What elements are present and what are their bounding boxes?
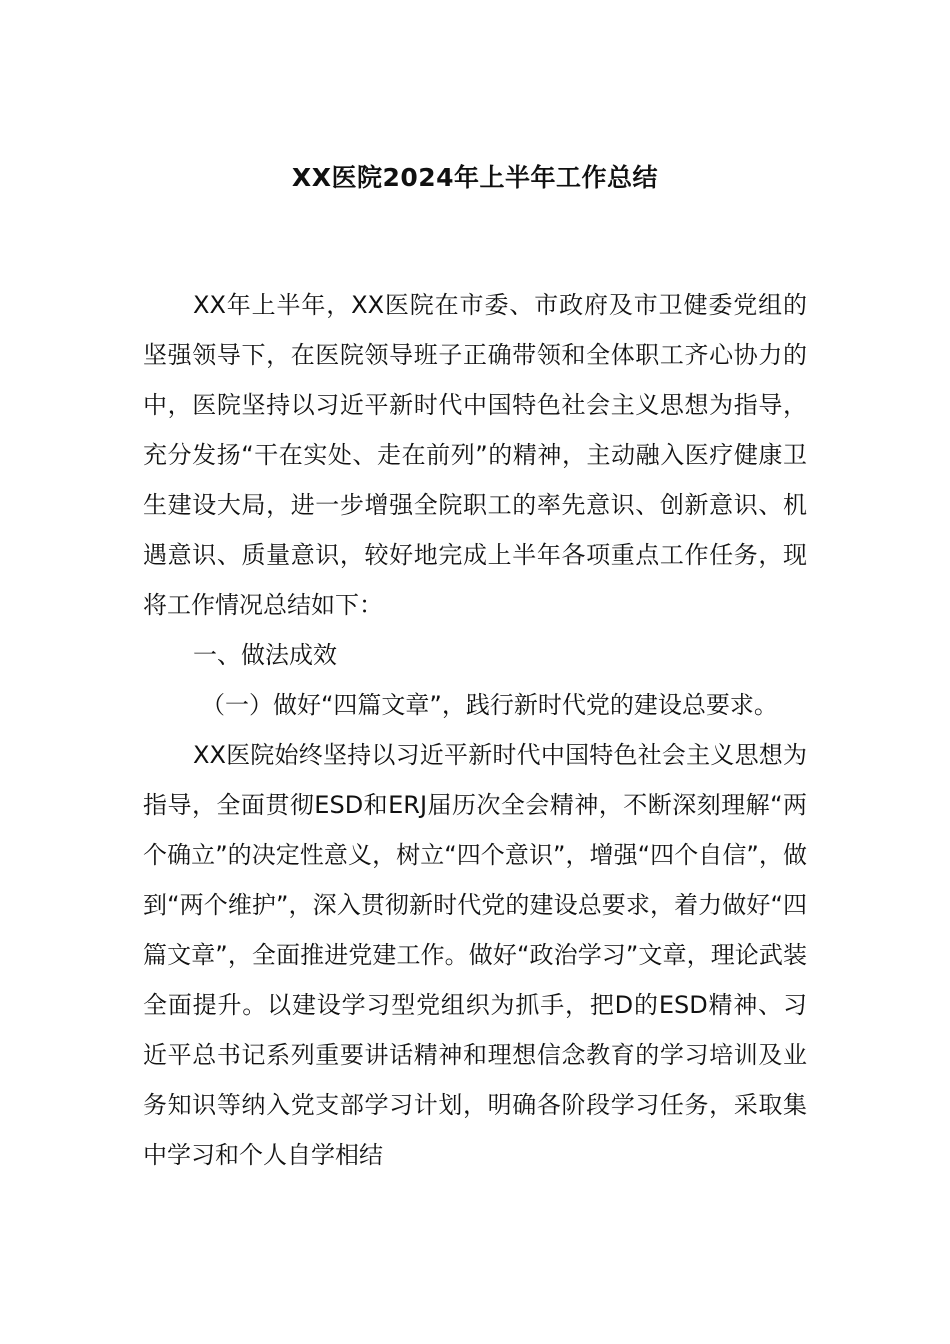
paragraph-intro: XX年上半年，XX医院在市委、市政府及市卫健委党组的坚强领导下，在医院领导班子正确带领和全体职工齐心协力的中，医院坚持以习近平新时代中国特色社会主义思想为指导，充分发扬“干在实处、走在前列”的精神，主动融入医疗健康卫生建设大局，进一步增强全院职工的率先意识、创新意识、机遇意识、质量意识，较好地完成上半年各项重点工作任务，现将工作情况总结如下：: [143, 291, 807, 619]
paragraph-body: XX医院始终坚持以习近平新时代中国特色社会主义思想为指导，全面贯彻ESD和ERJ届历次全会精神，不断深刻理解“两个确立”的决定性意义，树立“四个意识”，增强“四个自信”，做到“两个维护”，深入贯彻新时代党的建设总要求，着力做好“四篇文章”，全面推进党建工作。做好“政治学习”文章，理论武装全面提升。以建设学习型党组织为抓手，把D的ESD精神、习近平总书记系列重要讲话精神和理想信念教育的学习培训及业务知识等纳入党支部学习计划，明确各阶段学习任务，采取集中学习和个人自学相结: [143, 741, 807, 1169]
document-body: [143, 280, 807, 1180]
document-title: XX医院2024年上半年工作总结: [291, 163, 659, 192]
section-heading: 一、做法成效: [193, 641, 337, 669]
subsection-heading: （一）做好“四篇文章”，践行新时代党的建设总要求。: [201, 691, 778, 719]
